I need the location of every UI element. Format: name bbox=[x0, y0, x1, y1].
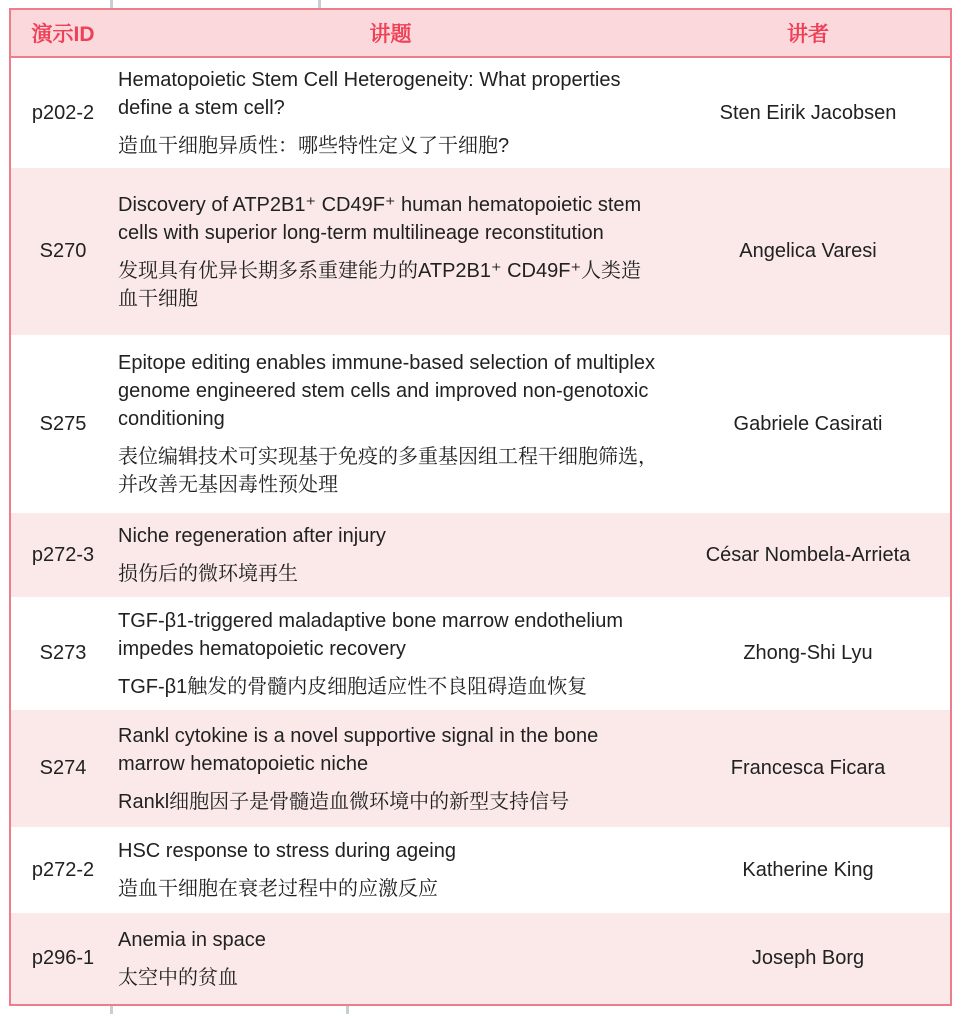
speaker-name: Gabriele Casirati bbox=[666, 335, 951, 513]
sessions-table bbox=[9, 8, 952, 1006]
speaker-name: Katherine King bbox=[666, 827, 951, 913]
speaker-name: César Nombela-Arrieta bbox=[666, 513, 951, 597]
title-english: Niche regeneration after injury bbox=[118, 525, 386, 547]
session-title-cell bbox=[115, 597, 666, 710]
speaker-name: Joseph Borg bbox=[666, 913, 951, 1005]
crop-tick-top-left bbox=[110, 0, 113, 8]
speaker-name: Angelica Varesi bbox=[666, 168, 951, 335]
speaker-name: Zhong-Shi Lyu bbox=[666, 597, 951, 710]
col-header-speaker: 讲者 bbox=[666, 9, 951, 57]
session-title-cell bbox=[115, 335, 666, 513]
title-english: Hematopoietic Stem Cell Heterogeneity: What properties define a stem cell? bbox=[118, 69, 621, 119]
table-row bbox=[10, 597, 951, 710]
presentation-id: S274 bbox=[10, 710, 115, 827]
table-row bbox=[10, 913, 951, 1005]
session-title-cell bbox=[115, 913, 666, 1005]
presentation-id: p272-3 bbox=[10, 513, 115, 597]
session-title-cell bbox=[115, 57, 666, 168]
session-title-cell bbox=[115, 710, 666, 827]
table-row bbox=[10, 827, 951, 913]
title-english: Epitope editing enables immune-based selection of multiplex genome engineered stem cells and improved non-genotoxic conditioning bbox=[118, 352, 655, 430]
presentation-id: p202-2 bbox=[10, 57, 115, 168]
table-row bbox=[10, 335, 951, 513]
presentation-id: S275 bbox=[10, 335, 115, 513]
title-chinese: 太空中的贫血 bbox=[118, 966, 238, 989]
session-title-cell bbox=[115, 827, 666, 913]
title-chinese: Rankl细胞因子是骨髓造血微环境中的新型支持信号 bbox=[118, 790, 570, 813]
title-chinese: 发现具有优异长期多系重建能力的ATP2B1⁺ CD49F⁺人类造血干细胞 bbox=[118, 259, 642, 310]
title-english: Rankl cytokine is a novel supportive signal in the bone marrow hematopoietic niche bbox=[118, 724, 599, 775]
title-english: Anemia in space bbox=[118, 928, 266, 951]
presentation-id: p296-1 bbox=[10, 913, 115, 1005]
title-english: Discovery of ATP2B1⁺ CD49F⁺ human hematopoietic stem cells with superior long-term multilineage reconstitution bbox=[118, 193, 642, 244]
header-row bbox=[10, 9, 951, 57]
speaker-name: Francesca Ficara bbox=[666, 710, 951, 827]
table-body bbox=[10, 57, 951, 1005]
table-row bbox=[10, 513, 951, 597]
table-row bbox=[10, 168, 951, 335]
title-chinese: 表位编辑技术可实现基于免疫的多重基因组工程干细胞筛选，并改善无基因毒性预处理 bbox=[118, 446, 658, 496]
title-english: TGF-β1-triggered maladaptive bone marrow endothelium impedes hematopoietic recovery bbox=[118, 609, 624, 660]
crop-tick-top-mid bbox=[318, 0, 321, 8]
title-chinese: 造血干细胞异质性：哪些特性定义了干细胞? bbox=[118, 135, 510, 157]
title-english: HSC response to stress during ageing bbox=[118, 840, 456, 862]
session-title-cell bbox=[115, 513, 666, 597]
presentation-id: p272-2 bbox=[10, 827, 115, 913]
col-header-title: 讲题 bbox=[115, 9, 666, 57]
presentation-id: S270 bbox=[10, 168, 115, 335]
title-chinese: 损伤后的微环境再生 bbox=[118, 563, 298, 585]
col-header-presentation-id: 演示ID bbox=[10, 9, 115, 57]
speaker-name: Sten Eirik Jacobsen bbox=[666, 57, 951, 168]
title-chinese: TGF-β1触发的骨髓内皮细胞适应性不良阻碍造血恢复 bbox=[118, 675, 588, 698]
presentation-id: S273 bbox=[10, 597, 115, 710]
session-title-cell bbox=[115, 168, 666, 335]
title-chinese: 造血干细胞在衰老过程中的应激反应 bbox=[118, 878, 438, 900]
table-row bbox=[10, 57, 951, 168]
table-row bbox=[10, 710, 951, 827]
